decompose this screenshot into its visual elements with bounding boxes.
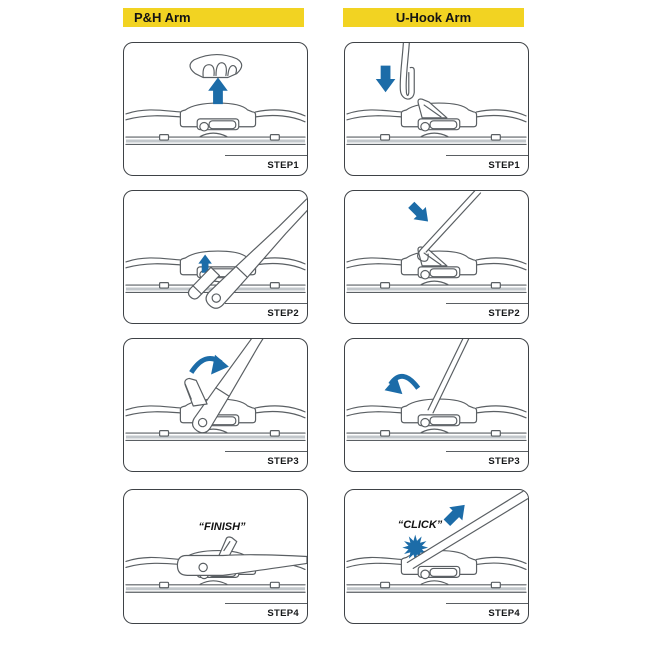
step-label: STEP1 [488, 160, 520, 171]
step-underline [225, 603, 307, 604]
panel-ph-step4 [123, 489, 308, 624]
step-underline [446, 603, 528, 604]
step-label: STEP3 [488, 456, 520, 467]
step-underline [446, 451, 528, 452]
up-arrow-icon [208, 77, 228, 104]
step-label: STEP2 [267, 308, 299, 319]
annotation-click: “CLICK” [397, 519, 443, 531]
panel-uhook-step4 [344, 489, 529, 624]
adapter-part [190, 55, 242, 78]
step-label: STEP1 [267, 160, 299, 171]
column-header-uhook-arm-label: U-Hook Arm [395, 10, 472, 25]
down-arrow-icon [376, 66, 396, 93]
column-header-ph-arm [123, 8, 304, 27]
step-underline [225, 155, 307, 156]
panel-ph-step2 [123, 190, 308, 324]
rotate-clockwise-arrow-icon [191, 355, 229, 375]
annotation-finish: “FINISH” [198, 521, 246, 533]
panel-uhook-step1 [344, 42, 529, 176]
panel-uhook-step3 [344, 338, 529, 472]
rotate-counterclockwise-arrow-icon [385, 376, 419, 394]
panel-uhook-step2 [344, 190, 529, 324]
panel-ph-step3 [123, 338, 308, 472]
down-right-arrow-icon [405, 199, 434, 228]
hook-clip-part [185, 378, 207, 406]
step-label: STEP2 [488, 308, 520, 319]
column-header-uhook-arm [343, 8, 524, 27]
panel-ph-step1 [123, 42, 308, 176]
column-header-ph-arm-label: P&H Arm [134, 10, 191, 25]
u-hook-arm-end [400, 43, 414, 99]
u-hook-arm-shaft [418, 191, 481, 261]
step-underline [446, 303, 528, 304]
step-label: STEP4 [267, 608, 299, 619]
step-underline [225, 451, 307, 452]
step-label: STEP4 [488, 608, 520, 619]
step-underline [225, 303, 307, 304]
step-underline [446, 155, 528, 156]
step-label: STEP3 [267, 456, 299, 467]
ph-wiper-arm-flat [177, 537, 307, 575]
